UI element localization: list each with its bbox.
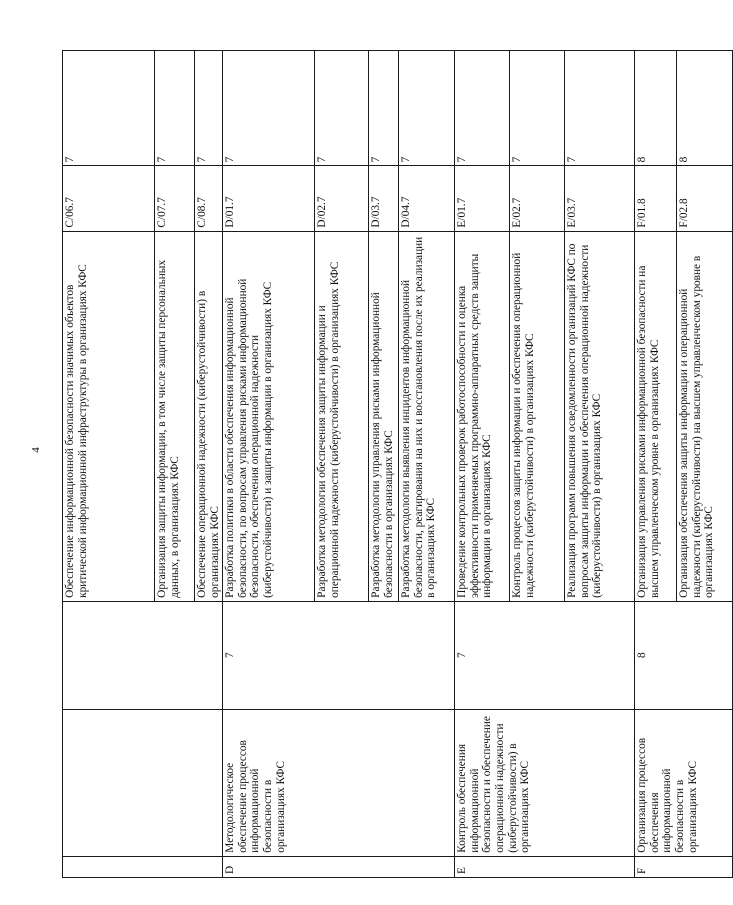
function-code-cell: F/02.8 <box>677 166 733 231</box>
function-code-cell: F/01.8 <box>635 166 677 231</box>
function-level-cell: 7 <box>315 51 369 166</box>
function-code-cell: C/08.7 <box>195 166 223 231</box>
table-row <box>635 51 677 878</box>
page-number: 4 <box>29 447 42 453</box>
function-level-cell: 7 <box>369 51 399 166</box>
function-code-cell: C/07.7 <box>155 166 195 231</box>
function-code-cell: D/02.7 <box>315 166 369 231</box>
function-name-cell: Организация защиты информации, в том числе защиты персональных данных, в организациях КФС <box>155 231 195 601</box>
group-level-cell <box>63 601 223 709</box>
function-name-cell: Организация управления рисками информационной безопасности на высшем управленческом уровне в организациях КФС <box>635 231 677 601</box>
function-code-cell: E/03.7 <box>565 166 635 231</box>
function-code-cell: D/04.7 <box>399 166 455 231</box>
function-level-cell: 8 <box>635 51 677 166</box>
function-name-cell: Организация обеспечения защиты информации и операционной надежности (киберустойчивости) на высшем управленческом уровне в организациях КФС <box>677 231 733 601</box>
function-name-cell: Обеспечение операционной надежности (киберустойчивости) в организациях КФС <box>195 231 223 601</box>
function-name-cell: Разработка политики в области обеспечения информационной безопасности, по вопросам управления рисками информационной безопасности, обеспечения операционной надежности (киберустойчивости) и защиты информации в организациях КФС <box>223 231 315 601</box>
function-level-cell: 7 <box>195 51 223 166</box>
table-row <box>223 51 315 878</box>
group-code-cell <box>63 856 223 877</box>
rotated-table-wrapper <box>62 50 716 878</box>
function-name-cell: Реализация программ повышения осведомленности организаций КФС по вопросам защиты информации и обеспечения операционной надежности (киберустойчивости) в организациях КФС <box>565 231 635 601</box>
function-level-cell: 7 <box>565 51 635 166</box>
table-row <box>455 51 510 878</box>
function-level-cell: 7 <box>63 51 155 166</box>
function-code-cell: D/03.7 <box>369 166 399 231</box>
table-row <box>63 51 155 878</box>
function-name-cell: Проведение контрольных проверок работоспособности и оценка эффективности применяемых программно-аппаратных средств защиты информации в организациях КФС <box>455 231 510 601</box>
function-level-cell: 7 <box>223 51 315 166</box>
function-code-cell: C/06.7 <box>63 166 155 231</box>
group-level-cell: 7 <box>455 601 635 709</box>
function-name-cell: Разработка методологии выявления инцидентов информационной безопасности, реагирования на них и восстановления после их реализации в организациях КФС <box>399 231 455 601</box>
function-code-cell: E/01.7 <box>455 166 510 231</box>
function-level-cell: 7 <box>455 51 510 166</box>
function-level-cell: 8 <box>677 51 733 166</box>
function-name-cell: Обеспечение информационной безопасности значимых объектов критической информационной инфраструктуры в организациях КФС <box>63 231 155 601</box>
function-name-cell: Контроль процессов защиты информации и обеспечения операционной надежности (киберустойчивости) в организациях КФС <box>510 231 565 601</box>
function-level-cell: 7 <box>510 51 565 166</box>
group-level-cell: 7 <box>223 601 455 709</box>
function-level-cell: 7 <box>155 51 195 166</box>
function-name-cell: Разработка методологии обеспечения защиты информации и операционной надежности (киберустойчивости) в организациях КФС <box>315 231 369 601</box>
group-code-cell: E <box>455 856 635 877</box>
function-code-cell: E/02.7 <box>510 166 565 231</box>
function-level-cell: 7 <box>399 51 455 166</box>
group-name-cell: Организация процессов обеспечения информационной безопасности в организациях КФС <box>635 709 733 856</box>
group-code-cell: D <box>223 856 455 877</box>
group-name-cell: Контроль обеспечения информационной безопасности и обеспечение операционной надежности (киберустойчивости) в организациях КФС <box>455 709 635 856</box>
group-name-cell <box>63 709 223 856</box>
function-name-cell: Разработка методологии управления рисками информационной безопасности в организациях КФС <box>369 231 399 601</box>
group-name-cell: Методологическое обеспечение процессов информационной безопасности в организациях КФС <box>223 709 455 856</box>
function-code-cell: D/01.7 <box>223 166 315 231</box>
group-code-cell: F <box>635 856 733 877</box>
functions-table <box>62 50 733 878</box>
group-level-cell: 8 <box>635 601 733 709</box>
